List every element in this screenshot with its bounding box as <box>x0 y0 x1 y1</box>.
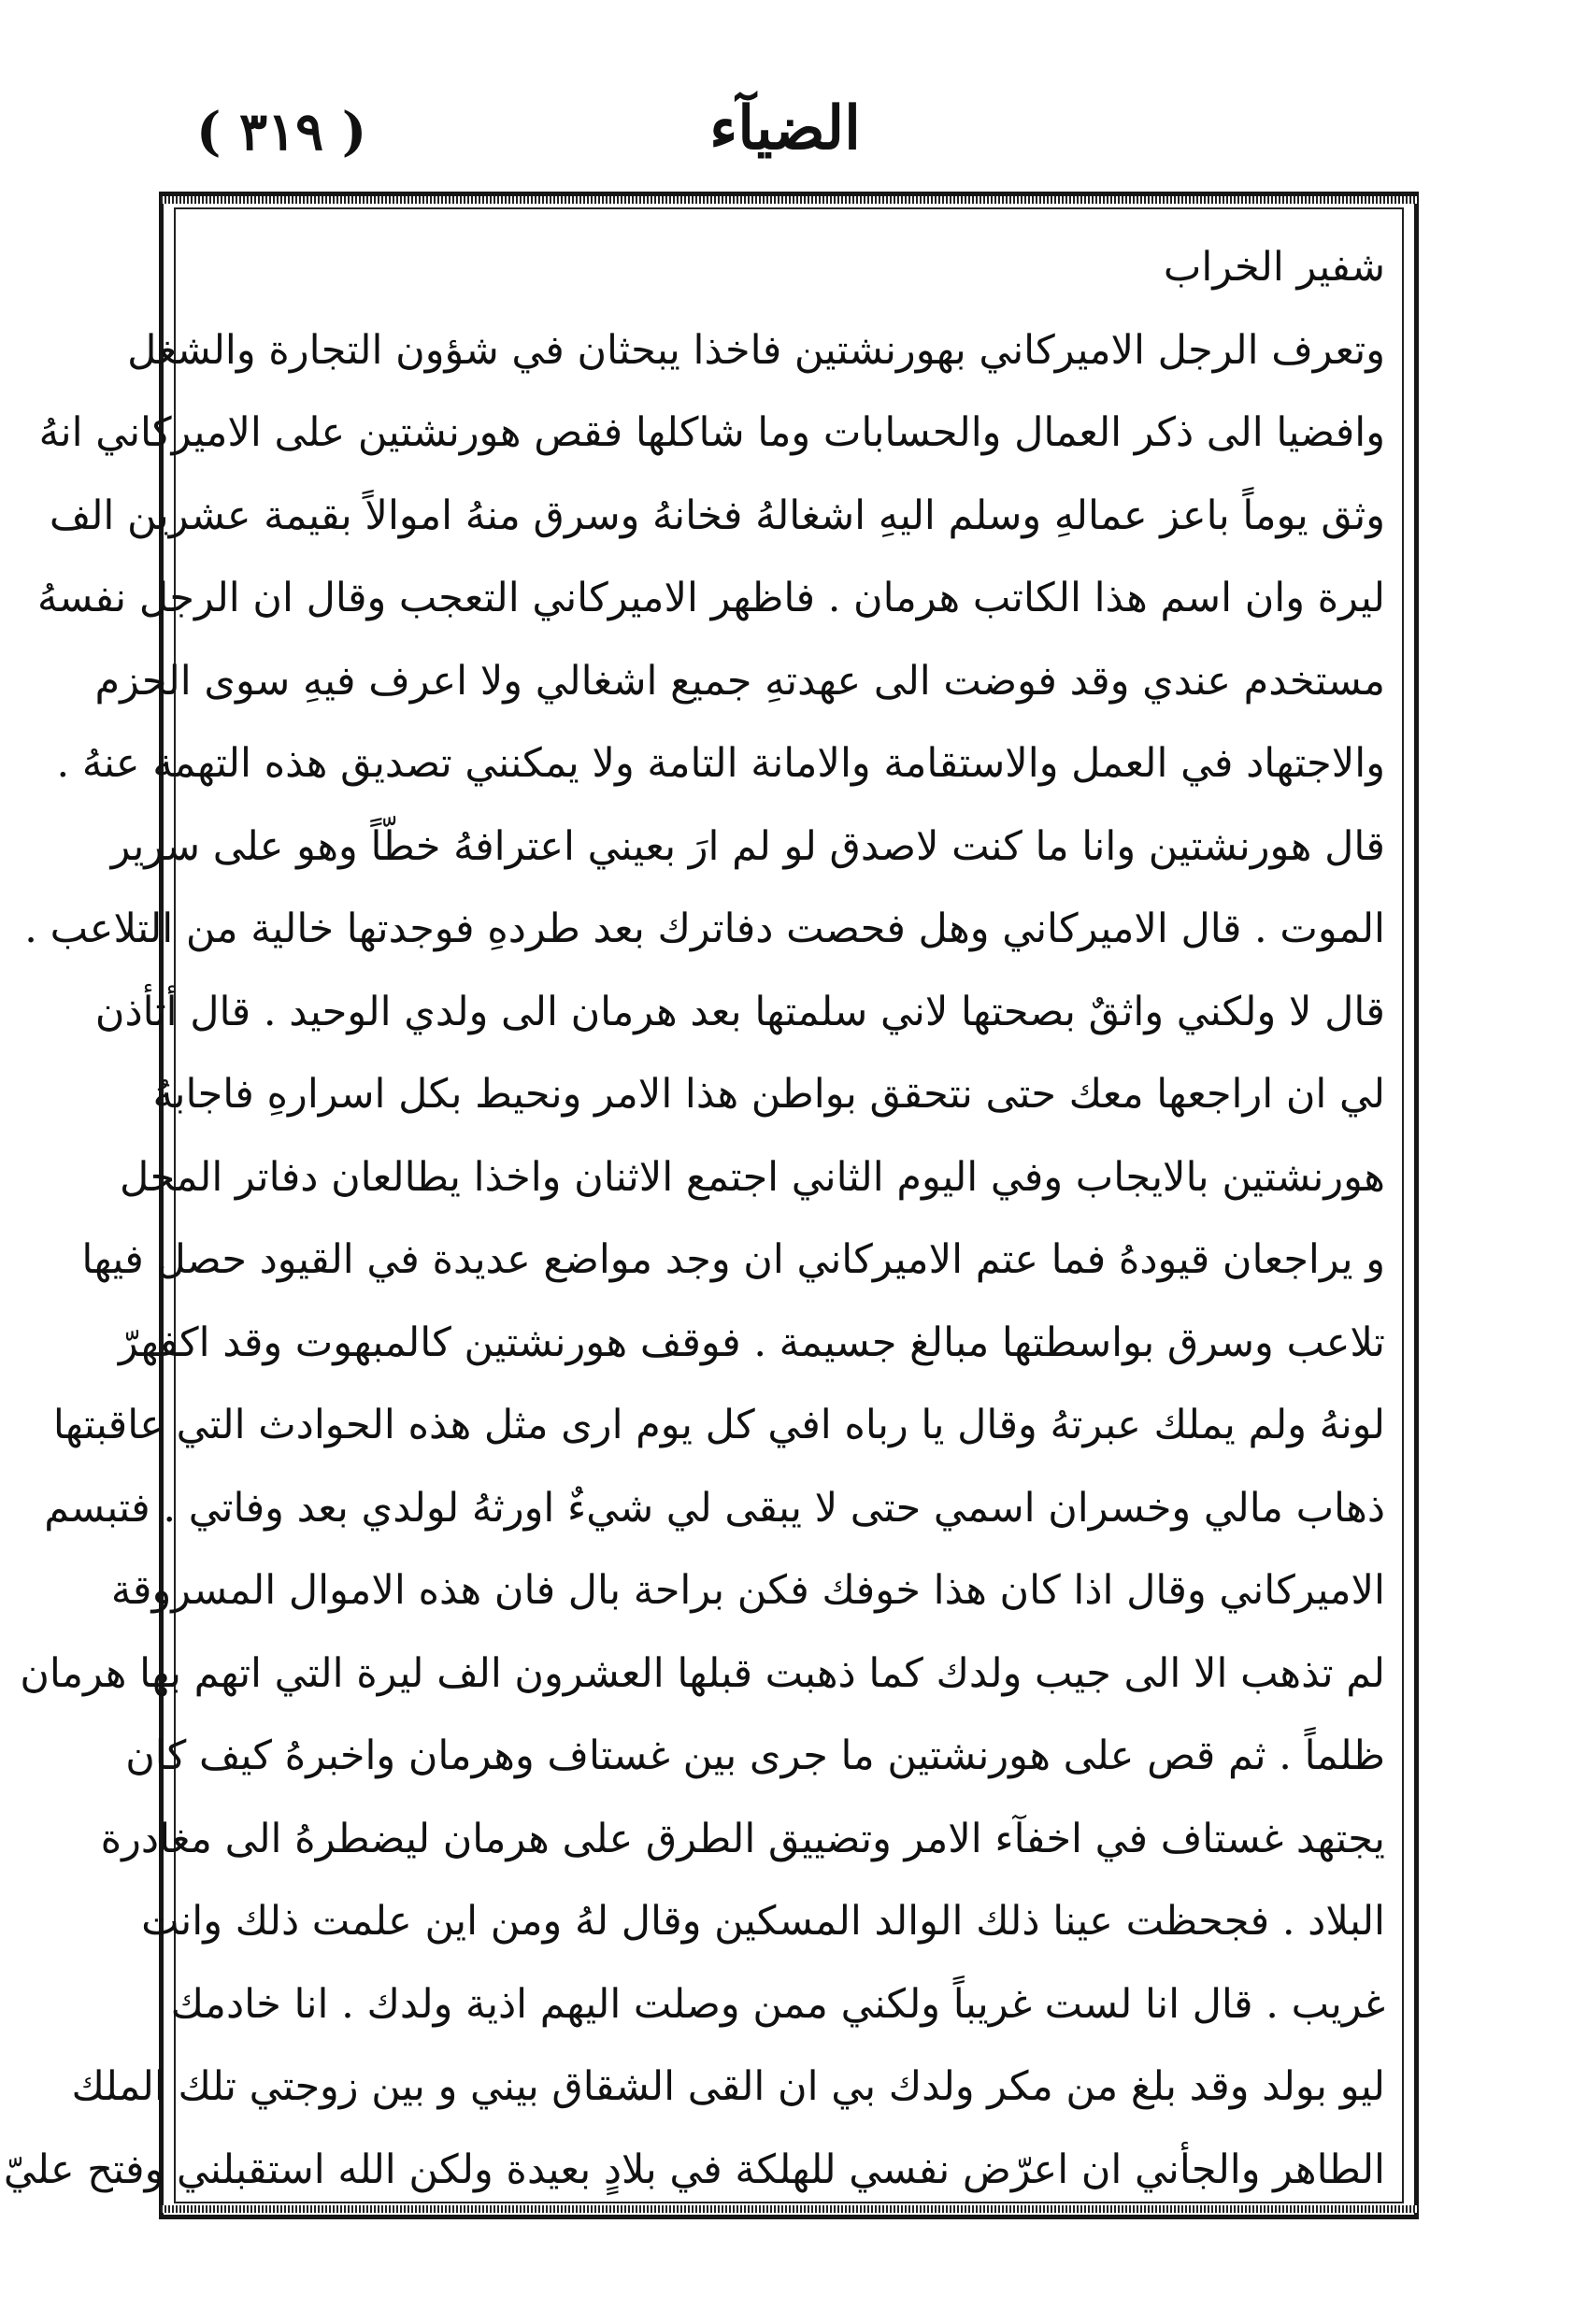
text-line: ليرة وان اسم هذا الكاتب هرمان . فاظهر الاميركاني التعجب وقال ان الرجل نفسهُ <box>37 575 1385 621</box>
text-line: ليو بولد وقد بلغ من مكر ولدك بي ان القى الشقاق بيني و بين زوجتي تلك الملك <box>71 2063 1385 2110</box>
text-line: وثق يوماً باعز عمالهِ وسلم اليهِ اشغالهُ فخانهُ وسرق منهُ اموالاً بقيمة عشرين الف <box>49 492 1385 539</box>
text-line: وتعرف الرجل الاميركاني بهورنشتين فاخذا يبحثان في شؤون التجارة والشغل <box>127 326 1385 374</box>
text-line: وافضيا الى ذكر العمال والحسابات وما شاكلها فقص هورنشتين على الاميركاني انهُ <box>38 409 1385 456</box>
text-line: قال لا ولكني واثقٌ بصحتها لاني سلمتها بعد هرمان الى ولدي الوحيد . قال أتأذن <box>94 988 1385 1035</box>
text-line: مستخدم عندي وقد فوضت الى عهدتهِ جميع اشغالي ولا اعرف فيهِ سوى الحزم <box>94 657 1385 705</box>
text-line: ظلماً . ثم قص على هورنشتين ما جرى بين غستاف وهرمان واخبرهُ كيف كان <box>125 1732 1385 1779</box>
text-line: الموت . قال الاميركاني وهل فحصت دفاترك بعد طردهِ فوجدتها خالية من التلاعب . <box>24 905 1385 952</box>
text-line: ذهاب مالي وخسران اسمي حتى لا يبقى لي شيءٌ اورثهُ لولدي بعد وفاتي . فتبسم <box>44 1484 1385 1532</box>
text-line: تلاعب وسرق بواسطتها مبالغ جسيمة . فوقف هورنشتين كالمبهوت وقد اكفهرّ <box>118 1319 1385 1366</box>
text-line: لي ان اراجعها معك حتى نتحقق بواطن هذا الامر ونحيط بكل اسرارهِ فاجابهُ <box>152 1071 1385 1118</box>
text-line: يجتهد غستاف في اخفآء الامر وتضييق الطرق على هرمان ليضطرهُ الى مغادرة <box>100 1815 1385 1862</box>
text-line: هورنشتين بالايجاب وفي اليوم الثاني اجتمع الاثنان واخذا يطالعان دفاتر المحل <box>120 1153 1385 1201</box>
text-line: الاميركاني وقال اذا كان هذا خوفك فكن براحة بال فان هذه الاموال المسروقة <box>110 1567 1385 1614</box>
journal-title: الضيآء <box>709 93 861 164</box>
text-line: البلاد . فجحظت عينا ذلك الوالد المسكين وقال لهُ ومن اين علمت ذلك وانت <box>141 1898 1385 1945</box>
text-line: لونهُ ولم يملك عبرتهُ وقال يا رباه افي كل يوم ارى مثل هذه الحوادث التي عاقبتها <box>52 1402 1385 1448</box>
text-line: قال هورنشتين وانا ما كنت لاصدق لو لم ارَ بعيني اعترافهُ خطّاً وهو على سرير <box>110 822 1385 870</box>
text-line: و يراجعان قيودهُ فما عتم الاميركاني ان وجد مواضع عديدة في القيود حصل فيها <box>81 1236 1385 1283</box>
frame-hatch-top <box>161 196 1417 204</box>
text-line: الطاهر والجأني ان اعرّض نفسي للهلكة في بلادٍ بعيدة ولكن الله استقبلني وفتح عليّ <box>3 2146 1385 2193</box>
text-line: غريب . قال انا لست غريباً ولكني ممن وصلت اليهم اذية ولدك . انا خادمك <box>170 1980 1385 2028</box>
text-line: لم تذهب الا الى جيب ولدك كما ذهبت قبلها العشرون الف ليرة التي اتهم بها هرمان <box>20 1649 1385 1697</box>
article-body <box>3 226 1385 2211</box>
page-number: ( ٣١٩ ) <box>196 101 367 163</box>
text-line: والاجتهاد في العمل والاستقامة والامانة التامة ولا يمكنني تصديق هذه التهمة عنهُ . <box>56 740 1385 787</box>
text-line: شفير الخراب <box>1163 244 1385 291</box>
